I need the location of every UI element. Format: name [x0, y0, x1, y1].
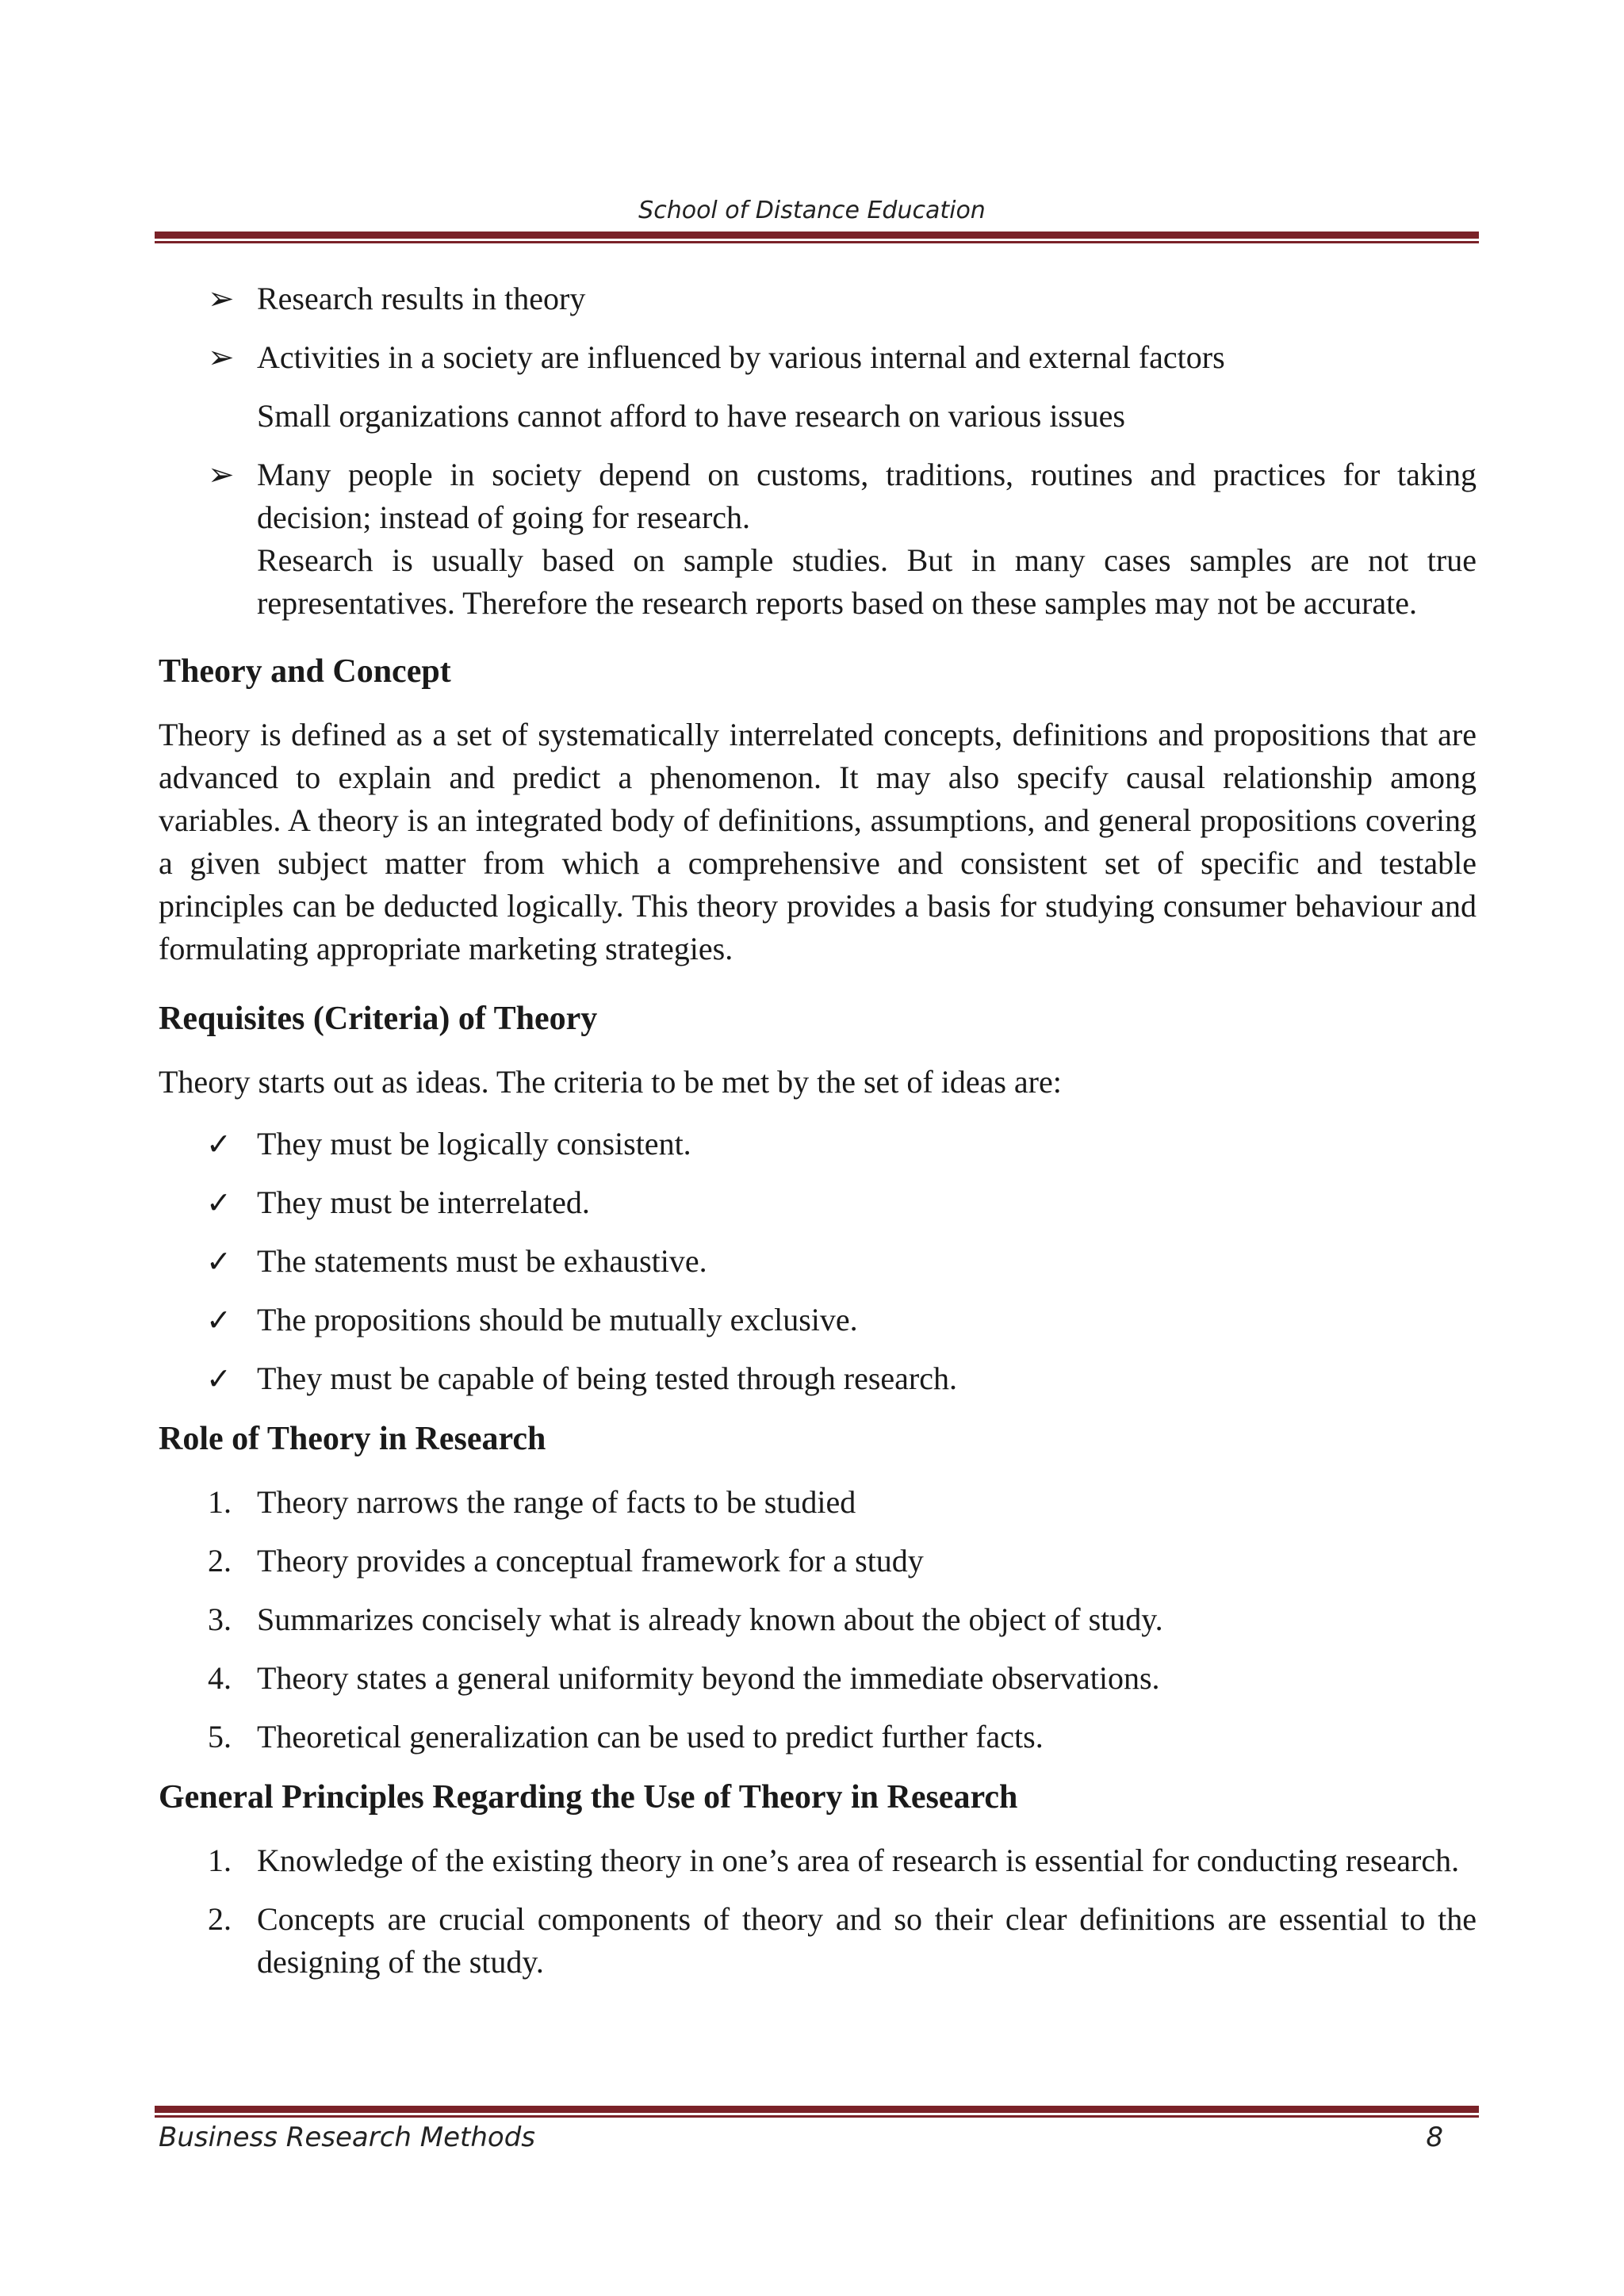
checkmark-icon: ✓	[206, 1244, 232, 1279]
arrow-bullet-icon: ➢	[208, 457, 235, 493]
list-item: ✓ The statements must be exhaustive.	[159, 1240, 1477, 1283]
list-item: 2. Concepts are crucial components of theory and so their clear definitions are essential to the designing of the study.	[208, 1901, 1477, 1980]
arrow-bullet-icon: ➢	[208, 281, 235, 317]
checkmark-icon: ✓	[206, 1303, 232, 1337]
checkmark-icon: ✓	[206, 1127, 232, 1161]
footer-rule	[155, 2106, 1479, 2118]
list-item: ✓ The propositions should be mutually exclusive.	[159, 1299, 1477, 1341]
list-item: 3. Summarizes concisely what is already known about the object of study.	[208, 1601, 1163, 1637]
header-title: School of Distance Education	[638, 197, 986, 224]
list-item: 4. Theory states a general uniformity beyond the immediate observations.	[208, 1660, 1160, 1696]
footer-book-title: Business Research Methods	[159, 2122, 536, 2153]
list-item: ➢ Research results in theory	[159, 277, 1477, 320]
section-heading-principles: General Principles Regarding the Use of Theory in Research	[159, 1779, 1018, 1816]
list-item: ✓ They must be logically consistent.	[159, 1123, 1477, 1165]
header-rule	[155, 232, 1479, 243]
checkmark-icon: ✓	[206, 1185, 232, 1220]
list-item: 5. Theoretical generalization can be used to predict further facts.	[208, 1719, 1044, 1755]
list-item: ✓ They must be interrelated.	[159, 1181, 1477, 1224]
requisites-intro: Theory starts out as ideas. The criteria to be met by the set of ideas are:	[159, 1064, 1062, 1100]
list-item: Small organizations cannot afford to have research on various issues	[257, 398, 1125, 434]
page-number: 8	[1426, 2122, 1443, 2153]
list-item: 2. Theory provides a conceptual framework for a study	[208, 1543, 924, 1578]
list-item: ✓ They must be capable of being tested through research.	[159, 1357, 1477, 1400]
requisites-check-list	[159, 1123, 1477, 1400]
list-item: ➢ Many people in society depend on customs, traditions, routines and practices for taking decision; instead of going for research. Research is usually based on sample studies. But in many cases samples are not true representatives. Therefore the research reports based on these samples may not be accurate.	[159, 453, 1477, 625]
list-item: 1. Knowledge of the existing theory in one’s area of research is essential for conducting research.	[208, 1843, 1460, 1878]
intro-bullet-list	[159, 277, 1477, 625]
checkmark-icon: ✓	[206, 1361, 232, 1396]
role-numbered-list	[159, 1481, 1477, 1758]
list-item: ➢ Activities in a society are influenced by various internal and external factors	[159, 336, 1477, 379]
theory-concept-paragraph: Theory is defined as a set of systematically interrelated concepts, definitions and propositions that are advanced to explain and predict a phenomenon. It may also specify causal relationship among variables. A theory is an integrated body of definitions, assumptions, and general propositions covering a given subject matter from which a comprehensive and consistent set of specific and testable principles can be deducted logically. This theory provides a basis for studying consumer behaviour and formulating appropriate marketing strategies.	[159, 717, 1477, 966]
section-heading-theory-concept: Theory and Concept	[159, 653, 451, 690]
section-heading-role: Role of Theory in Research	[159, 1421, 546, 1457]
section-heading-requisites: Requisites (Criteria) of Theory	[159, 1001, 598, 1037]
arrow-bullet-icon: ➢	[208, 339, 235, 376]
page-content	[159, 277, 1477, 1999]
list-item: 1. Theory narrows the range of facts to be studied	[208, 1484, 856, 1520]
principles-numbered-list	[159, 1839, 1477, 1984]
